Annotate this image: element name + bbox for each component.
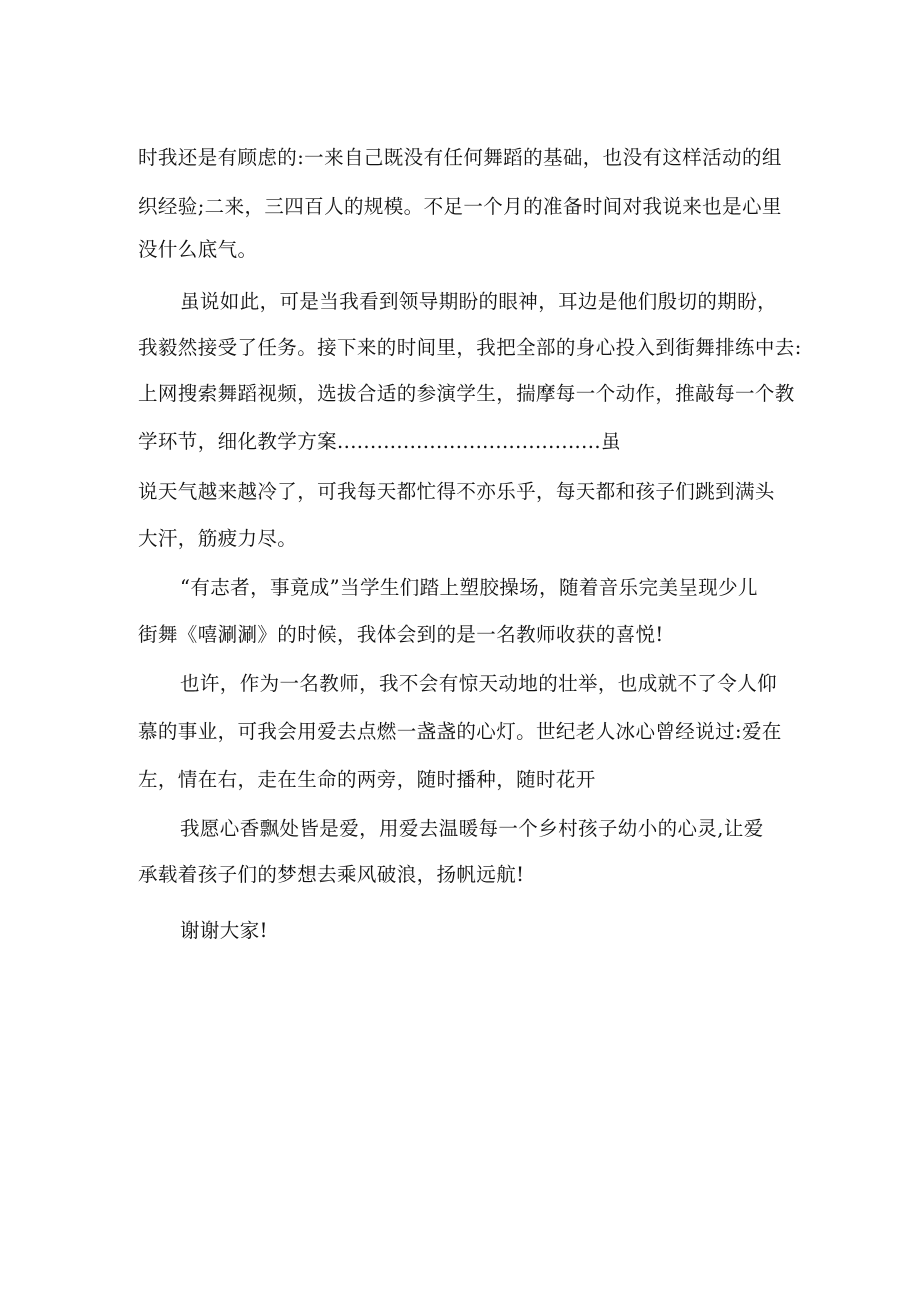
text-line: 街舞《嘻涮涮》的时候，我体会到的是一名教师收获的喜悦! (138, 623, 664, 646)
text-line: 大汗，筋疲力尽。 (138, 527, 298, 550)
text-line: 时我还是有顾虑的:一来自己既没有任何舞蹈的基础，也没有这样活动的组 (138, 146, 782, 169)
text-line: 学环节，细化教学方案........................................虽 (138, 430, 621, 453)
text-line: 我愿心香飘处皆是爱，用爱去温暖每一个乡村孩子幼小的心灵,让爱 (180, 817, 764, 840)
text-line: 上网搜索舞蹈视频，选拔合适的参演学生，揣摩每一个动作，推敲每一个教 (138, 382, 795, 405)
text-line: 织经验;二来，三四百人的规模。不足一个月的准备时间对我说来也是心里 (138, 195, 782, 218)
text-line: 虽说如此，可是当我看到领导期盼的眼神，耳边是他们殷切的期盼， (180, 290, 778, 313)
text-line: 也许，作为一名教师，我不会有惊天动地的壮举，也成就不了令人仰 (180, 672, 778, 695)
text-line: 说天气越来越冷了，可我每天都忙得不亦乐乎，每天都和孩子们跳到满头 (138, 480, 775, 503)
text-line: 左，情在右，走在生命的两旁，随时播种，随时花开 (138, 768, 596, 791)
text-line: 我毅然接受了任务。接下来的时间里，我把全部的身心投入到街舞排练中去: (138, 336, 802, 359)
text-line: 承载着孩子们的梦想去乘风破浪，扬帆远航! (138, 863, 525, 886)
text-line: 谢谢大家! (180, 919, 268, 942)
text-line: “有志者，事竟成”当学生们踏上塑胶操场，随着音乐完美呈现少儿 (180, 576, 758, 599)
text-line: 慕的事业，可我会用爱去点燃一盏盏的心灯。世纪老人冰心曾经说过:爱在 (138, 720, 782, 743)
text-line: 没什么底气。 (138, 238, 258, 261)
